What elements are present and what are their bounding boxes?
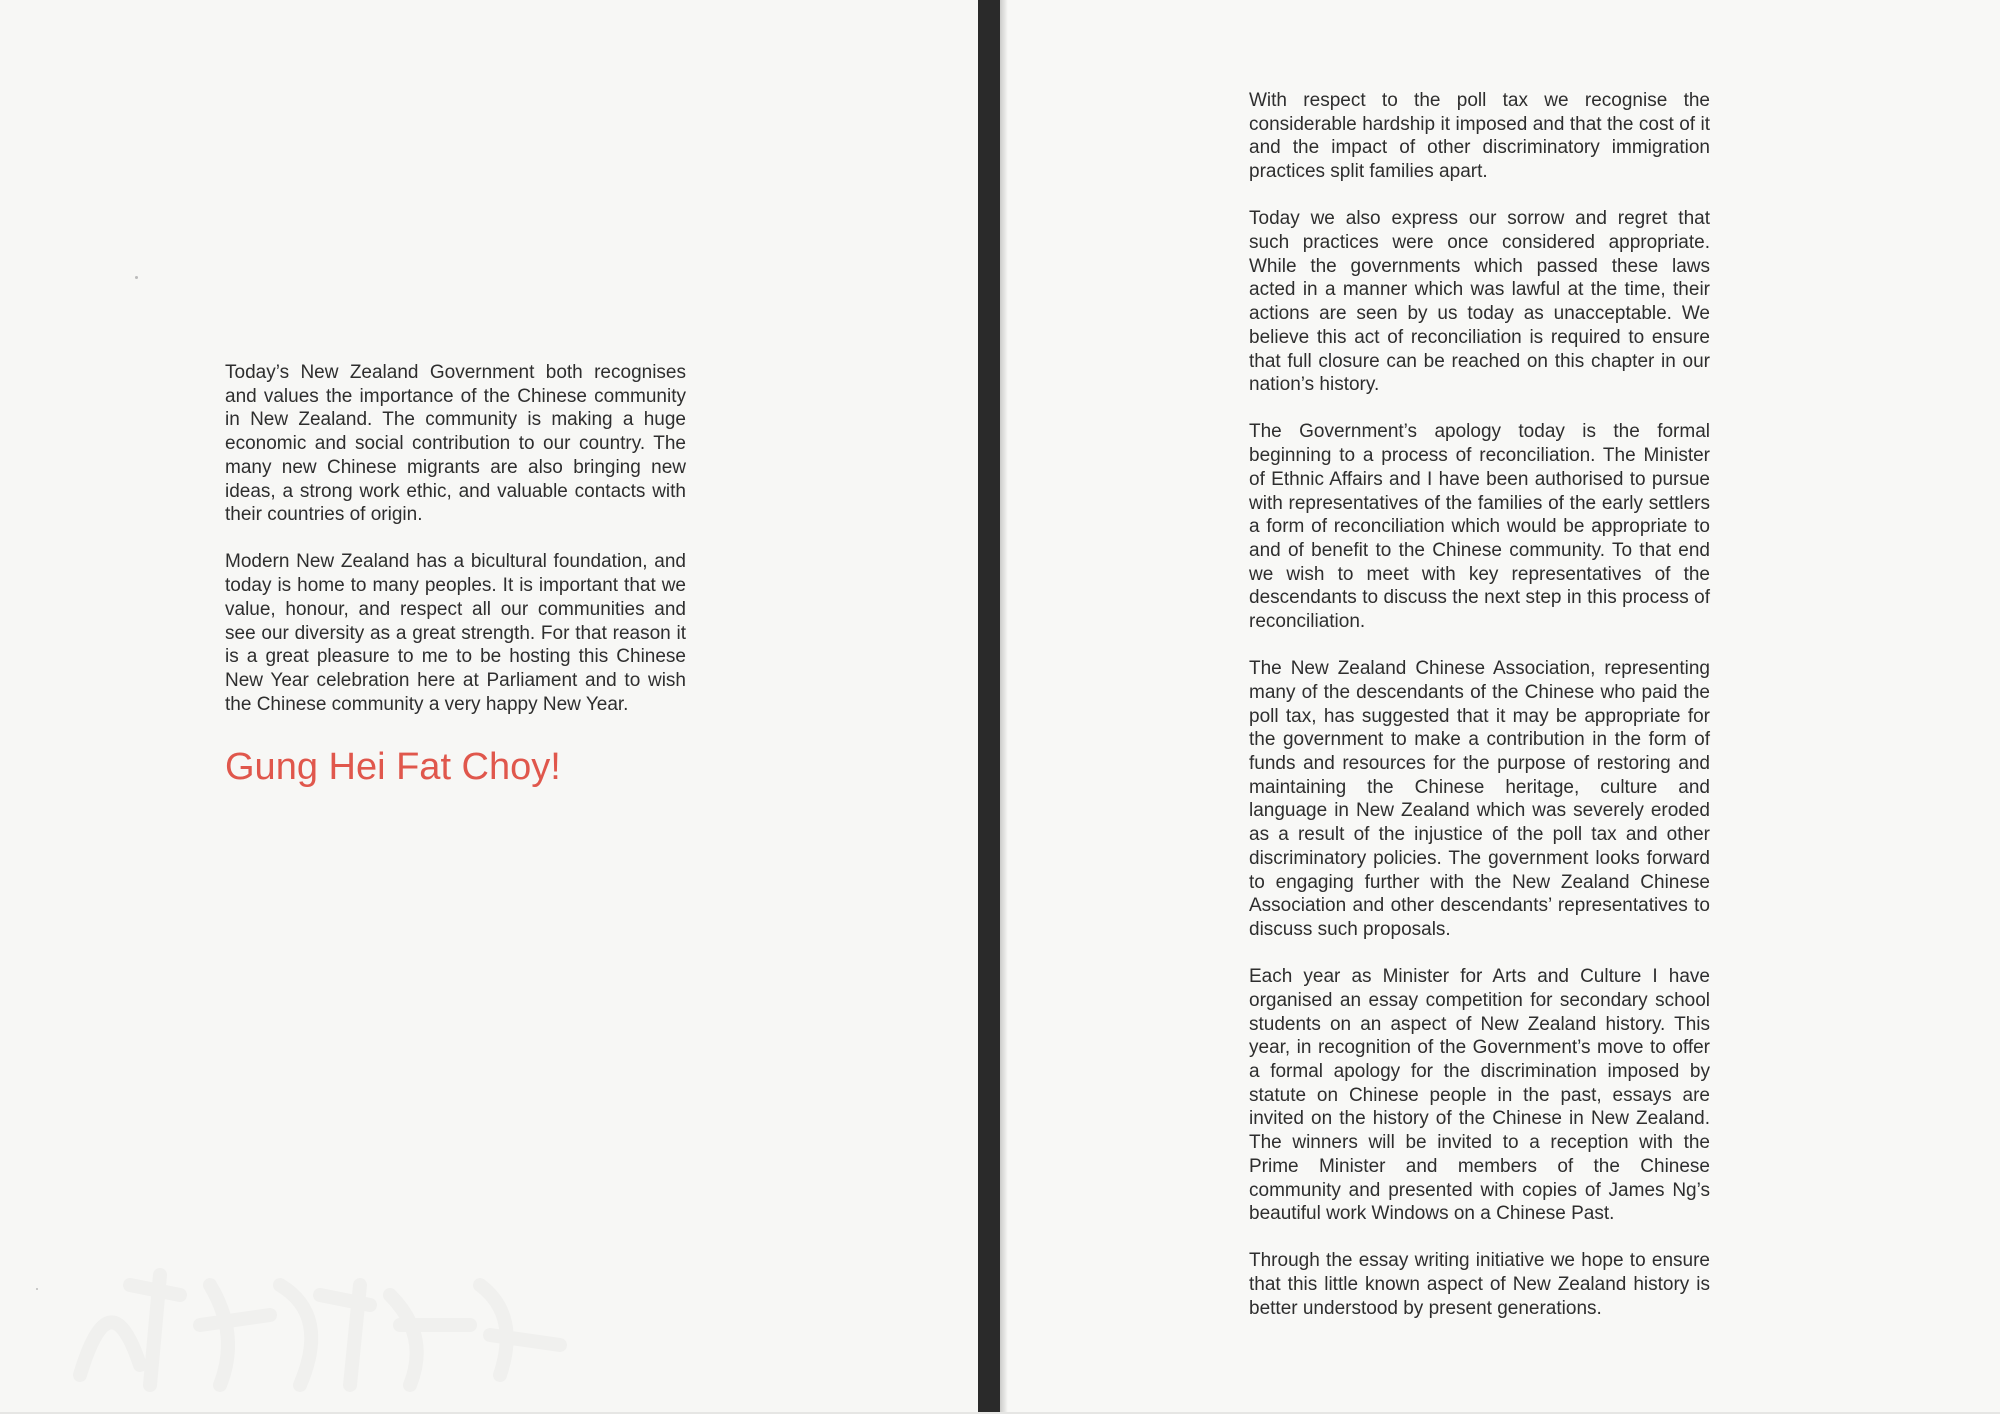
paragraph: Each year as Minister for Arts and Culture I have organised an essay competition for secondary school students on an aspect of New Zealand history. This year, in recognition of the Government’s move to offer a formal apology for the discrimination imposed by statute on Chinese people in the past, essays are invited on the history of the Chinese in New Zealand. The winners will be invited to a reception with the Prime Minister and members of the Chinese community and presented with copies of James Ng’s beautiful work Windows on a Chinese Past.: [1249, 966, 1710, 1225]
paragraph: Through the essay writing initiative we hope to ensure that this little known aspect of New Zealand history is better understood by present generations.: [1249, 1250, 1710, 1319]
right-text-column: [1249, 89, 1710, 1344]
paragraph: With respect to the poll tax we recognise the considerable hardship it imposed and that the cost of it and the impact of other discriminatory immigration practices split families apart.: [1249, 90, 1710, 183]
paper-speck: [135, 276, 138, 279]
greeting-heading: Gung Hei Fat Choy!: [225, 746, 561, 788]
paragraph: Today’s New Zealand Government both recognises and values the importance of the Chinese community in New Zealand. The community is making a huge economic and social contribution to our country. The many new Chinese migrants are also bringing new ideas, a strong work ethic, and valuable contacts with their countries of origin.: [225, 362, 686, 526]
book-spine: [978, 0, 1000, 1414]
paragraph: The New Zealand Chinese Association, representing many of the descendants of the Chinese who paid the poll tax, has suggested that it may be appropriate for the government to make a contribution in the form of funds and resources for the purpose of restoring and maintaining the Chinese heritage, culture and language in New Zealand which was severely eroded as a result of the injustice of the poll tax and other discriminatory policies. The government looks forward to engaging further with the New Zealand Chinese Association and other descendants’ representatives to discuss such proposals.: [1249, 658, 1710, 940]
spine-shadow: [1000, 0, 1008, 1414]
paragraph: Today we also express our sorrow and regret that such practices were once considered appropriate. While the governments which passed these laws acted in a manner which was lawful at the time, their actions are seen by us today as unacceptable. We believe this act of reconciliation is required to ensure that full closure can be reached on this chapter in our nation’s history.: [1249, 208, 1710, 396]
paragraph: The Government’s apology today is the formal beginning to a process of reconciliation. The Minister of Ethnic Affairs and I have been authorised to pursue with representatives of the families of the early settlers a form of reconciliation which would be appropriate to and of benefit to the Chinese community. To that end we wish to meet with key representatives of the descendants to discuss the next step in this process of reconciliation.: [1249, 421, 1710, 633]
left-text-column: [225, 361, 686, 740]
calligraphy-watermark: [70, 1255, 570, 1395]
paragraph: Modern New Zealand has a bicultural foundation, and today is home to many peoples. It is important that we value, honour, and respect all our communities and see our diversity as a great strength. For that reason it is a great pleasure to me to be hosting this Chinese New Year celebration here at Parliament and to wish the Chinese community a very happy New Year.: [225, 551, 686, 715]
paper-speck: [36, 1288, 38, 1290]
